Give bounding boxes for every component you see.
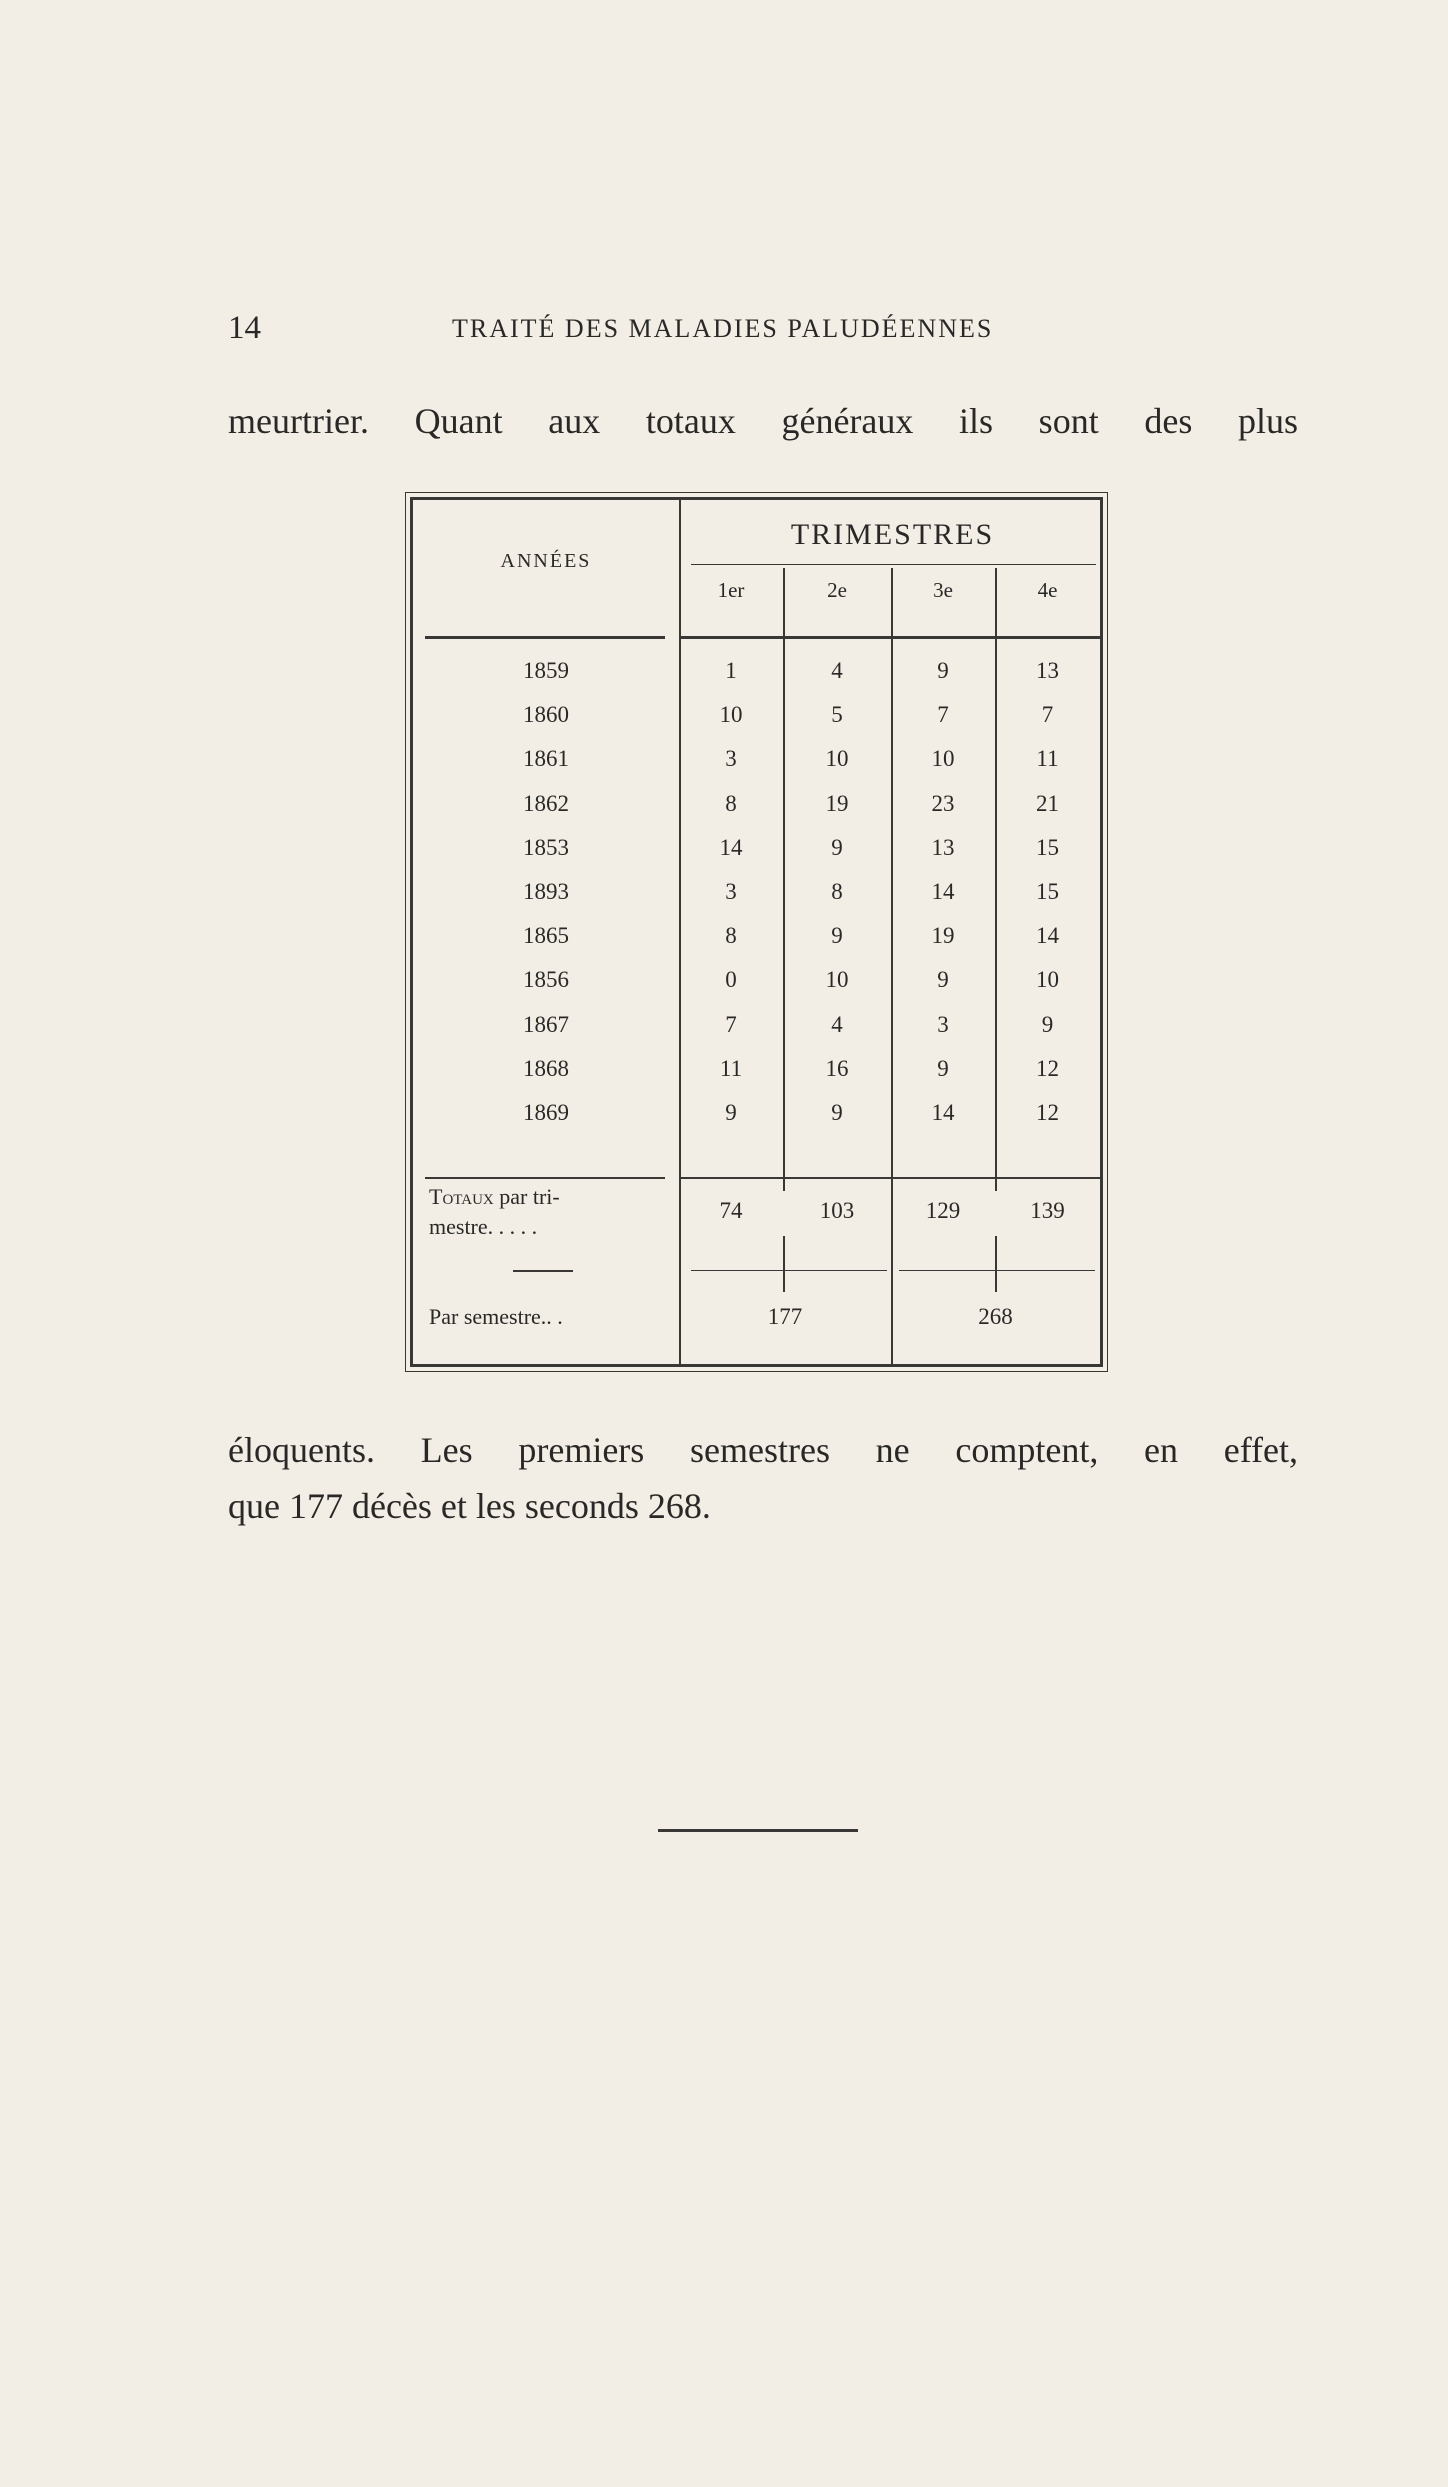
row-value: 10 — [1036, 967, 1059, 993]
row-value: 8 — [831, 879, 843, 904]
semestre-brace-1 — [691, 1270, 887, 1271]
row-year: 1861 — [523, 746, 569, 772]
row-value: 9 — [831, 834, 843, 860]
totaux-word-3: mestre. . . . . — [429, 1214, 538, 1239]
semestre-value: 177 — [767, 1304, 803, 1329]
row-value: 0 — [725, 967, 737, 993]
header-annees: ANNÉES — [500, 550, 592, 572]
semestre-value: 268 — [978, 1304, 1013, 1329]
page-number: 14 — [228, 310, 261, 346]
row-value: 5 — [831, 702, 843, 728]
row-value: 9 — [937, 1055, 949, 1081]
col-divider-totals-1 — [783, 1236, 785, 1292]
row-year: 1867 — [523, 1011, 569, 1037]
row-year: 1868 — [523, 1055, 569, 1081]
row-year: 1865 — [523, 923, 569, 949]
row-value: 3 — [725, 879, 737, 904]
row-value: 14 — [719, 834, 743, 860]
row-value: 9 — [725, 1100, 737, 1125]
row-value: 9 — [831, 923, 843, 949]
row-value: 19 — [931, 923, 955, 949]
short-dash — [513, 1270, 573, 1272]
quarter-header: 2e — [827, 578, 847, 602]
totals-rule-right — [681, 1177, 1101, 1179]
row-value: 7 — [725, 1011, 737, 1037]
quarter-header: 3e — [933, 578, 953, 602]
row-value: 11 — [1036, 746, 1059, 772]
totaux-word: Totaux — [429, 1184, 494, 1209]
paragraph-before-table: meurtrier. Quant aux totaux généraux ils sont des plus — [228, 401, 1298, 441]
row-value: 4 — [831, 1011, 843, 1037]
row-value: 21 — [1036, 790, 1059, 816]
row-value: 10 — [931, 746, 955, 772]
row-value: 12 — [1036, 1100, 1059, 1125]
end-rule — [658, 1829, 858, 1832]
total-value: 139 — [1030, 1198, 1065, 1223]
row-value: 13 — [931, 834, 955, 860]
row-value: 4 — [831, 658, 843, 683]
semestre-label: Par semestre.. . — [429, 1304, 563, 1329]
row-year: 1859 — [523, 658, 569, 683]
total-value: 129 — [925, 1198, 961, 1223]
row-value: 14 — [931, 879, 955, 904]
running-title: TRAITÉ DES MALADIES PALUDÉENNES — [452, 314, 994, 343]
row-value: 15 — [1036, 879, 1059, 904]
paragraph-after-table — [228, 1422, 1298, 1534]
row-value: 9 — [937, 658, 949, 683]
row-value: 10 — [719, 702, 743, 728]
row-value: 15 — [1036, 834, 1059, 860]
row-value: 8 — [725, 923, 737, 949]
totaux-word-2: par tri- — [493, 1184, 560, 1209]
row-value: 10 — [825, 967, 849, 993]
paragraph-after-line-1: éloquents. Les premiers semestres ne comptent, en effet, — [228, 1430, 1298, 1470]
row-value: 9 — [1041, 1011, 1054, 1037]
totaux-label — [429, 1182, 669, 1242]
row-value: 11 — [719, 1055, 743, 1081]
row-value: 14 — [1036, 923, 1059, 949]
row-year: 1869 — [523, 1100, 569, 1125]
row-value: 12 — [1036, 1055, 1059, 1081]
row-value: 1 — [725, 658, 737, 683]
mortality-table — [410, 497, 1103, 1367]
row-year: 1856 — [523, 967, 569, 993]
header-trimestres: TRIMESTRES — [790, 518, 995, 551]
row-value: 9 — [937, 967, 949, 993]
header-rule-left — [425, 636, 665, 639]
trimestres-brace — [691, 564, 1096, 565]
row-value: 13 — [1036, 658, 1059, 683]
paragraph-after-line-2: que 177 décès et les seconds 268. — [228, 1486, 711, 1526]
row-value: 10 — [825, 746, 849, 772]
quarter-header: 1er — [717, 578, 745, 602]
row-value: 9 — [831, 1100, 843, 1125]
total-value: 74 — [719, 1198, 743, 1223]
semestre-brace-2 — [899, 1270, 1095, 1271]
row-value: 7 — [1041, 702, 1054, 728]
row-year: 1862 — [523, 790, 569, 816]
row-value: 14 — [931, 1100, 955, 1125]
running-head — [228, 310, 1288, 350]
row-value: 7 — [937, 702, 949, 728]
totals-rule-left — [425, 1177, 665, 1179]
row-value: 19 — [825, 790, 849, 816]
row-year: 1860 — [523, 702, 569, 728]
row-value: 8 — [725, 790, 737, 816]
row-year: 1893 — [523, 879, 569, 904]
header-rule-right — [681, 636, 1101, 639]
row-value: 23 — [931, 790, 955, 816]
col-divider-totals-3 — [995, 1236, 997, 1292]
row-value: 3 — [725, 746, 737, 772]
row-value: 16 — [825, 1055, 849, 1081]
total-value: 103 — [819, 1198, 855, 1223]
row-year: 1853 — [523, 834, 569, 860]
row-value: 3 — [937, 1011, 949, 1037]
quarter-header: 4e — [1037, 578, 1058, 602]
